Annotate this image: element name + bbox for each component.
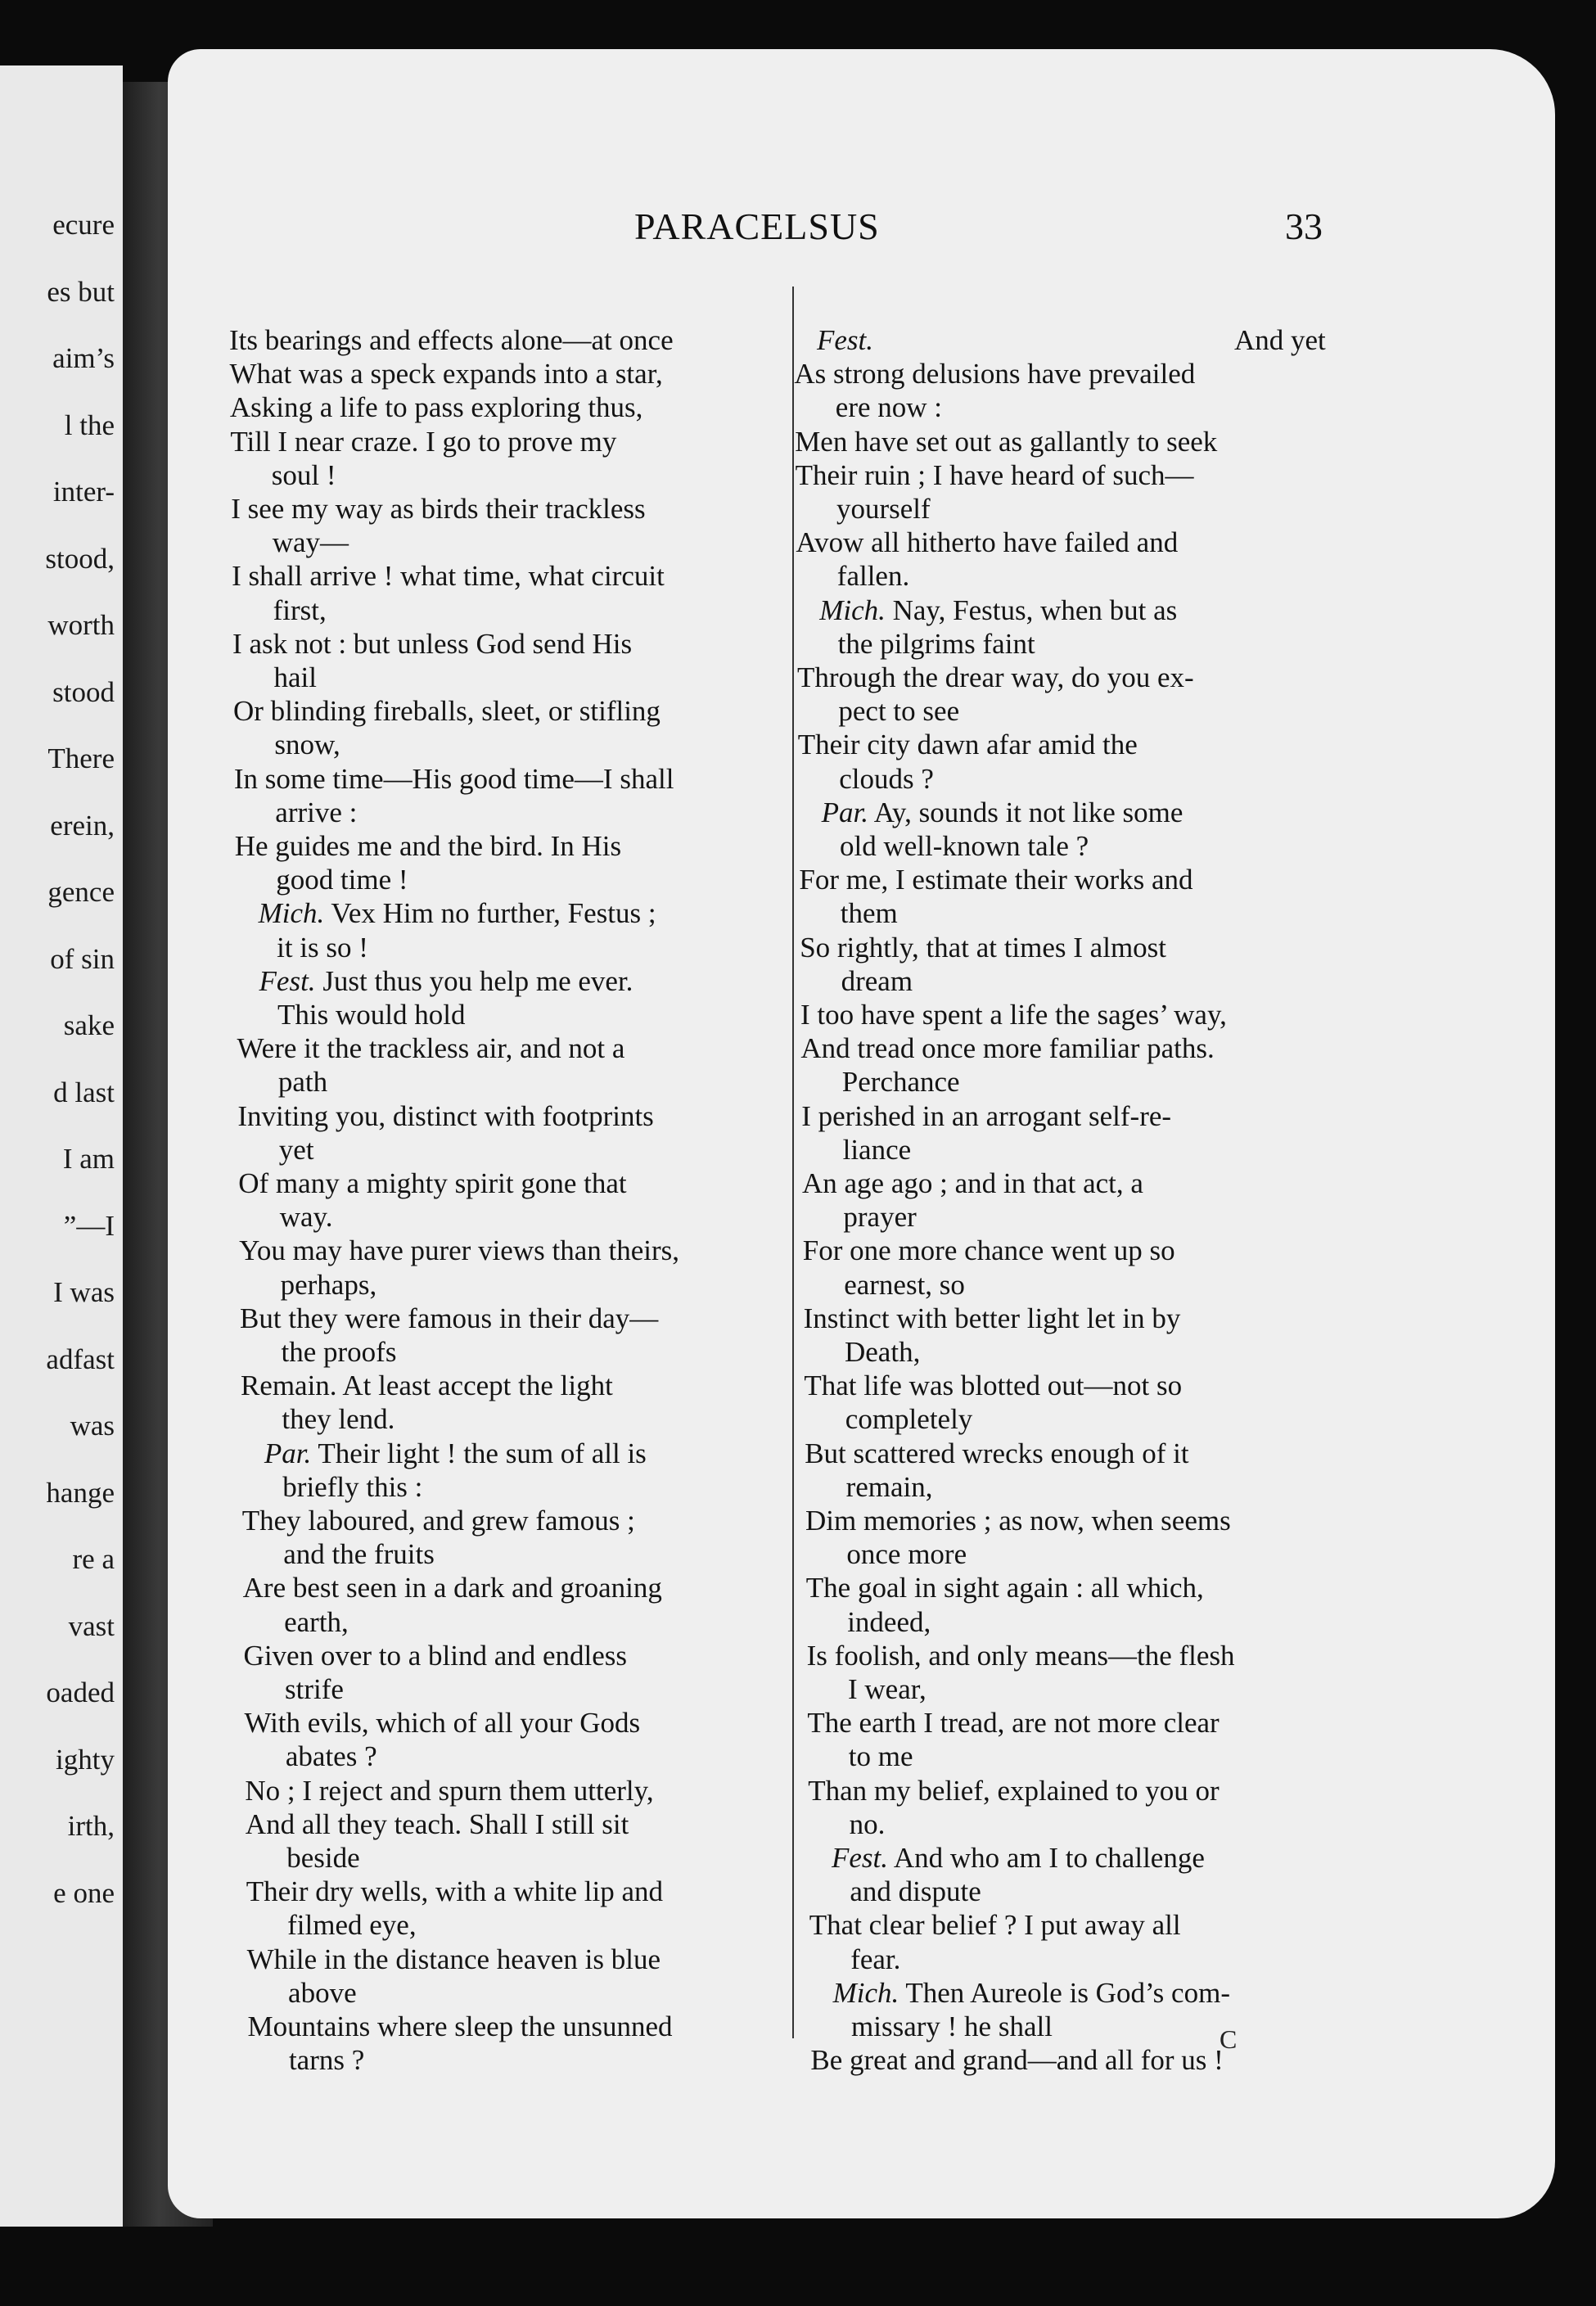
- verse-text: soul !: [271, 458, 336, 491]
- verse-text: Or blinding fireballs, sleet, or stifling: [232, 695, 660, 728]
- verse-line: [850, 1877, 981, 1906]
- verse-text: So rightly, that at times I almost: [800, 931, 1167, 963]
- verse-line: [795, 427, 1217, 456]
- column-divider: [792, 287, 794, 2038]
- verse-text: Their light ! the sum of all is: [311, 1437, 647, 1469]
- verse-text: An age ago ; and in that act, a: [802, 1167, 1143, 1199]
- verse-text: beside: [286, 1842, 360, 1874]
- book-page: [168, 49, 1555, 2218]
- verse-line: [275, 798, 357, 827]
- verse-line: [279, 1201, 333, 1234]
- verse-text: they lend.: [282, 1403, 395, 1436]
- verse-line: [845, 1403, 973, 1436]
- verse-line: [232, 627, 633, 660]
- verse-text: missary ! he shall: [851, 2010, 1053, 2042]
- verse-line: [233, 762, 674, 795]
- verse-text: Were it the trackless air, and not a: [237, 1032, 625, 1065]
- verse-line: [822, 798, 1183, 827]
- verse-text: first,: [273, 593, 327, 626]
- verse-line: [237, 1034, 624, 1063]
- verse-text: ere now :: [835, 391, 943, 424]
- verse-line: [241, 1371, 613, 1400]
- verse-text: Asking a life to pass exploring thus,: [229, 391, 643, 424]
- verse-text: Then Aureole is God’s com-: [899, 1976, 1230, 2009]
- verse-line: [848, 1675, 926, 1704]
- verse-line: [229, 326, 674, 354]
- verse-text: no.: [849, 1807, 886, 1840]
- verse-line: [796, 528, 1178, 557]
- left-page-line: vast: [68, 1609, 115, 1642]
- verse-line: [851, 2012, 1053, 2041]
- verse-text: fallen.: [836, 560, 910, 593]
- verse-line: [832, 1976, 1230, 2009]
- left-page-line: erein,: [50, 809, 115, 842]
- verse-text: way—: [272, 526, 349, 559]
- verse-line: [284, 1605, 349, 1638]
- verse-line: [277, 1066, 328, 1099]
- left-page-line: stood: [52, 675, 115, 708]
- verse-text: and the fruits: [283, 1538, 435, 1571]
- verse-line: [245, 1807, 629, 1840]
- verse-line: [277, 933, 368, 962]
- verse-text: strife: [285, 1673, 344, 1705]
- left-page-line: hange: [46, 1476, 115, 1509]
- verse-text: filmed eye,: [287, 1909, 417, 1942]
- verse-text: Vex Him no further, Festus ;: [324, 897, 656, 930]
- verse-line: [237, 1099, 654, 1132]
- verse-text: and dispute: [850, 1875, 981, 1908]
- verse-text: Their city dawn afar amid the: [797, 729, 1138, 761]
- verse-text: Men have set out as gallantly to seek: [795, 425, 1218, 458]
- verse-text: The goal in sight again : all which,: [805, 1572, 1204, 1604]
- verse-line: [288, 1976, 357, 2009]
- verse-text: Mountains where sleep the unsunned: [247, 2010, 673, 2042]
- verse-text: abates ?: [285, 1740, 377, 1773]
- verse-text: The earth I tread, are not more clear: [807, 1707, 1220, 1740]
- verse-line: [288, 2044, 365, 2077]
- verse-text: He guides me and the bird. In His: [234, 830, 622, 862]
- verse-text: Are best seen in a dark and groaning: [242, 1572, 662, 1604]
- verse-line: [804, 1304, 1181, 1333]
- verse-text: For me, I estimate their works and: [799, 864, 1193, 896]
- verse-line: [808, 1776, 1220, 1805]
- left-page-line: I am: [62, 1143, 115, 1175]
- speaker-name: Mich.: [819, 593, 886, 626]
- verse-line: [841, 964, 913, 997]
- verse-text: Of many a mighty spirit gone that: [238, 1167, 627, 1199]
- verse-line: [837, 627, 1035, 660]
- left-page-fragment: [0, 65, 123, 2227]
- verse-text: Instinct with better light let in by: [803, 1302, 1181, 1334]
- verse-text: yet: [278, 1133, 314, 1166]
- verse-text: No ; I reject and spurn them utterly,: [245, 1774, 654, 1807]
- speaker-name: Par.: [264, 1437, 312, 1469]
- left-page-line: ighty: [56, 1743, 115, 1776]
- verse-text: With evils, which of all your Gods: [244, 1707, 641, 1740]
- verse-line: [235, 832, 621, 860]
- verse-line: [840, 897, 898, 930]
- page-title: PARACELSUS: [634, 205, 880, 247]
- verse-line: [840, 832, 1089, 860]
- verse-line: [285, 1675, 344, 1704]
- verse-line: [804, 1371, 1182, 1400]
- verse-text: That life was blotted out—not so: [804, 1370, 1183, 1402]
- verse-line: [843, 1201, 917, 1234]
- verse-text: yourself: [836, 493, 931, 525]
- verse-text: I perished in an arrogant self-re-: [801, 1099, 1172, 1132]
- verse-text: the pilgrims faint: [837, 627, 1035, 660]
- verse-text: clouds ?: [839, 762, 934, 795]
- speaker-name: Fest.: [817, 324, 874, 356]
- verse-text: Their dry wells, with a white lip and: [246, 1875, 664, 1908]
- verse-line: [799, 865, 1192, 894]
- verse-line: [243, 1573, 662, 1602]
- verse-text: Its bearings and effects alone—at once: [229, 324, 674, 356]
- verse-text: Inviting you, distinct with footprints: [237, 1099, 654, 1132]
- verse-text: them: [840, 897, 898, 930]
- left-page-line: was: [70, 1410, 115, 1442]
- verse-line: [231, 494, 645, 523]
- verse-line: [248, 2012, 673, 2041]
- left-page-line: re a: [72, 1543, 115, 1575]
- left-page-line: of sin: [50, 942, 115, 975]
- verse-line: [230, 427, 616, 456]
- verse-text: old well-known tale ?: [840, 830, 1089, 862]
- verse-text: Their ruin ; I have heard of such—: [795, 458, 1194, 491]
- left-page-line: irth,: [67, 1810, 115, 1842]
- verse-text-right: And yet: [1234, 324, 1326, 356]
- speaker-name: Fest.: [259, 964, 316, 997]
- verse-text: Just thus you help me ever.: [315, 964, 633, 997]
- verse-text: You may have purer views than theirs,: [239, 1234, 680, 1267]
- verse-text: Avow all hitherto have failed and: [796, 526, 1179, 559]
- verse-text: For one more chance went up so: [802, 1234, 1175, 1267]
- left-page-line: gence: [47, 876, 115, 908]
- verse-line: [286, 1742, 377, 1771]
- verse-line: [845, 1338, 920, 1366]
- verse-line: [801, 1099, 1172, 1132]
- verse-text: Remain. At least accept the light: [240, 1370, 613, 1402]
- verse-text: And who am I to challenge: [888, 1842, 1205, 1874]
- verse-text: pect to see: [838, 695, 960, 728]
- verse-line: [274, 663, 317, 692]
- verse-line: [795, 458, 1194, 491]
- left-page-line: d last: [53, 1076, 115, 1108]
- verse-line: [850, 1945, 900, 1974]
- verse-line: [817, 324, 1326, 356]
- verse-line: [232, 695, 660, 728]
- verse-line: [276, 865, 408, 894]
- verse-line: [258, 897, 656, 930]
- verse-line: [836, 560, 910, 593]
- verse-line: [845, 1470, 933, 1503]
- verse-text: fear.: [850, 1943, 901, 1975]
- verse-line: [246, 1877, 663, 1906]
- verse-text: Through the drear way, do you ex-: [797, 661, 1194, 693]
- verse-line: [846, 1538, 967, 1571]
- verse-text: earnest, so: [844, 1268, 965, 1301]
- verse-text: arrive :: [275, 796, 358, 828]
- verse-line: [273, 528, 349, 557]
- verse-line: [836, 494, 931, 523]
- verse-line: [807, 1707, 1220, 1740]
- left-page-line: l the: [64, 408, 115, 441]
- verse-text: remain,: [845, 1470, 933, 1503]
- verse-text: Be great and grand—and all for us !: [810, 2044, 1224, 2077]
- left-page-line: adfast: [46, 1343, 115, 1375]
- verse-text: Perchance: [841, 1066, 960, 1099]
- verse-text: prayer: [843, 1201, 917, 1234]
- left-page-line: ”—I: [63, 1209, 115, 1242]
- left-page-line: aim’s: [52, 342, 115, 374]
- verse-line: [849, 1807, 886, 1840]
- verse-line: [802, 1169, 1143, 1198]
- verse-line: [832, 1843, 1205, 1872]
- verse-text: completely: [845, 1403, 973, 1436]
- verse-text: perhaps,: [280, 1268, 377, 1301]
- left-page-line: ecure: [52, 209, 115, 241]
- verse-line: [836, 393, 942, 422]
- verse-text: dream: [841, 964, 913, 997]
- verse-text: Is foolish, and only means—the flesh: [806, 1639, 1235, 1672]
- verse-line: [281, 1270, 377, 1299]
- verse-line: [240, 1304, 658, 1333]
- verse-line: [847, 1605, 931, 1638]
- verse-line: [798, 730, 1138, 759]
- verse-line: [245, 1776, 653, 1805]
- verse-line: [273, 593, 327, 626]
- verse-text: hail: [273, 661, 317, 693]
- left-page-line: stood,: [45, 542, 115, 575]
- verse-line: [839, 762, 934, 795]
- verse-text: I see my way as birds their trackless: [231, 493, 646, 525]
- verse-line: [286, 1843, 359, 1872]
- verse-text: I wear,: [848, 1673, 926, 1705]
- verse-text: But they were famous in their day—: [240, 1302, 659, 1334]
- verse-line: [800, 933, 1166, 962]
- verse-line: [841, 1066, 960, 1099]
- verse-line: [259, 964, 633, 997]
- verse-text: earth,: [284, 1605, 349, 1638]
- verse-text: In some time—His good time—I shall: [233, 762, 674, 795]
- verse-text: snow,: [274, 729, 340, 761]
- verse-line: [807, 1641, 1235, 1670]
- verse-text: Nay, Festus, when but as: [885, 593, 1178, 626]
- verse-text: above: [288, 1976, 357, 2009]
- speaker-name: Mich.: [832, 1976, 899, 2009]
- left-page-line: e one: [53, 1876, 115, 1909]
- verse-line: [844, 1270, 965, 1299]
- speaker-name: Par.: [821, 796, 868, 828]
- verse-text: Given over to a blind and endless: [243, 1639, 628, 1672]
- verse-line: [797, 663, 1194, 692]
- verse-text: This would hold: [277, 999, 466, 1031]
- verse-line: [805, 1439, 1188, 1468]
- page-number: 33: [1285, 205, 1323, 247]
- verse-text: As strong delusions have prevailed: [794, 358, 1196, 390]
- verse-line: [242, 1506, 635, 1535]
- verse-text: indeed,: [847, 1605, 931, 1638]
- verse-text: path: [277, 1066, 328, 1099]
- verse-text: Ay, sounds it not like some: [868, 796, 1183, 828]
- verse-line: [247, 1945, 660, 1974]
- verse-line: [229, 359, 662, 388]
- verse-text: But scattered wrecks enough of it: [805, 1437, 1189, 1469]
- left-page-line: es but: [47, 275, 115, 308]
- verse-text: That clear belief ? I put away all: [809, 1909, 1181, 1942]
- left-page-line: worth: [47, 609, 115, 641]
- verse-line: [806, 1573, 1204, 1602]
- verse-line: [238, 1169, 626, 1198]
- verse-text: good time !: [276, 864, 408, 896]
- left-page-line: I was: [53, 1276, 115, 1308]
- verse-line: [279, 1135, 314, 1164]
- verse-text: Than my belief, explained to you or: [808, 1774, 1220, 1807]
- signature-mark: C: [1220, 2024, 1238, 2054]
- verse-line: [287, 1909, 417, 1942]
- verse-line: [800, 1034, 1214, 1063]
- verse-text: I ask not : but unless God send His: [232, 627, 633, 660]
- verse-line: [803, 1236, 1175, 1265]
- left-page-line: There: [47, 742, 115, 774]
- verse-line: [274, 730, 340, 759]
- verse-text: I shall arrive ! what time, what circuit: [232, 560, 665, 593]
- verse-line: [230, 393, 643, 422]
- verse-line: [805, 1506, 1231, 1535]
- verse-text: liance: [842, 1133, 912, 1166]
- verse-line: [244, 1707, 641, 1740]
- verse-line: [843, 1135, 912, 1164]
- verse-line: [264, 1439, 647, 1468]
- verse-line: [283, 1538, 435, 1571]
- verse-line: [244, 1641, 628, 1670]
- verse-text: I too have spent a life the sages’ way,: [800, 999, 1227, 1031]
- verse-text: They laboured, and grew famous ;: [241, 1505, 635, 1537]
- verse-line: [282, 1403, 395, 1436]
- verse-line: [277, 1000, 465, 1029]
- verse-line: [849, 1742, 913, 1771]
- verse-text: way.: [279, 1201, 333, 1234]
- verse-line: [810, 2044, 1224, 2077]
- left-page-line: oaded: [46, 1676, 115, 1708]
- verse-text: tarns ?: [288, 2044, 365, 2077]
- verse-text: While in the distance heaven is blue: [246, 1943, 660, 1975]
- verse-line: [800, 1000, 1227, 1029]
- speaker-name: Fest.: [832, 1842, 889, 1874]
- verse-text: And all they teach. Shall I still sit: [245, 1807, 629, 1840]
- verse-text: Dim memories ; as now, when seems: [805, 1505, 1231, 1537]
- left-page-line: sake: [63, 1009, 115, 1041]
- verse-text: once more: [846, 1538, 967, 1571]
- verse-line: [282, 1338, 397, 1366]
- verse-text: Till I near craze. I go to prove my: [230, 425, 617, 458]
- verse-line: [239, 1236, 679, 1265]
- verse-text: to me: [848, 1740, 913, 1773]
- verse-line: [809, 1909, 1181, 1942]
- verse-line: [838, 695, 960, 728]
- verse-text: the proofs: [281, 1336, 397, 1368]
- verse-line: [794, 359, 1195, 388]
- verse-line: [271, 458, 336, 491]
- verse-text: Death,: [845, 1336, 921, 1368]
- verse-text: briefly this :: [282, 1470, 423, 1503]
- verse-line: [282, 1470, 423, 1503]
- left-page-line: inter-: [52, 476, 115, 508]
- verse-line: [232, 560, 665, 593]
- speaker-name: Mich.: [258, 897, 325, 930]
- verse-line: [819, 593, 1178, 626]
- verse-text: What was a speck expands into a star,: [229, 358, 663, 390]
- verse-text: And tread once more familiar paths.: [800, 1032, 1215, 1065]
- verse-text: it is so !: [277, 931, 368, 963]
